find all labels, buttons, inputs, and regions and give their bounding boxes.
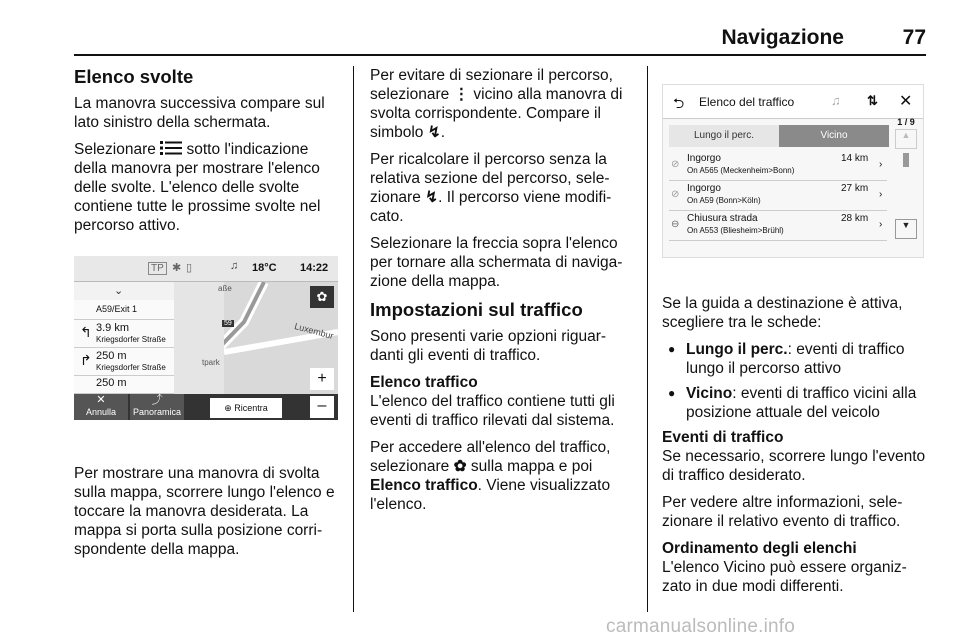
- paragraph: Se necessario, scorrere lungo l'evento di traffico desiderato.: [662, 448, 926, 484]
- paragraph: Per mostrare una manovra di svolta sulla mappa, scorrere lungo l'elenco e toccare la manovra desiderata. La mappa si porta sulla posizione corri-spondente della mappa.: [74, 465, 335, 558]
- chevron-right-icon: ›: [879, 189, 883, 200]
- heading-traffic-settings: Impostazioni sul traffico: [370, 299, 583, 320]
- list-item: ● Vicino: eventi di traffico vicini alla posizione attuale del veicolo: [662, 384, 928, 422]
- list-item[interactable]: A59/Exit 1: [74, 300, 174, 320]
- paragraph: Per accedere all'elenco del traffico, selezionare ✿ sulla mappa e poi Elenco traffico. Viene visualizzato l'elenco.: [370, 439, 611, 513]
- turn-list: [74, 282, 174, 394]
- list-item: ● Lungo il perc.: eventi di traffico lungo il percorso attivo: [662, 340, 928, 378]
- chevron-down-icon[interactable]: ⌄: [114, 285, 124, 297]
- scroll-down-button[interactable]: ▼: [895, 219, 917, 239]
- zoom-out-button[interactable]: –: [310, 396, 334, 418]
- bullet-list: [662, 340, 928, 422]
- scroll-thumb[interactable]: [903, 153, 909, 167]
- subheading-traffic-list: Elenco traffico: [370, 374, 478, 391]
- bottom-bar: [74, 394, 338, 420]
- route-icon: ⤴: [151, 394, 163, 406]
- map-area[interactable]: [174, 282, 224, 394]
- tp-icon: TP: [148, 262, 167, 275]
- traffic-jam-icon: ⊘: [671, 159, 680, 170]
- gear-icon: ✿: [453, 458, 467, 475]
- list-icon: [160, 140, 182, 156]
- bluetooth-icon: ✱: [172, 262, 182, 274]
- phone-icon: ▯: [186, 262, 193, 274]
- gear-icon[interactable]: ✿: [310, 286, 334, 308]
- title-bar: [663, 85, 923, 119]
- subheading-list-sorting: Ordinamento degli elenchi: [662, 540, 857, 557]
- paragraph: La manovra successiva compare sul lato sinistro della schermata.: [74, 95, 325, 131]
- map-area[interactable]: Luxembur tpark aße 59 ✿ +: [224, 282, 338, 394]
- avoid-icon: ↯: [425, 189, 439, 206]
- chevron-right-icon: ›: [879, 219, 883, 230]
- paragraph: L'elenco del traffico contiene tutti gli eventi di traffico rilevati dal sistema.: [370, 393, 615, 429]
- paragraph: Sono presenti varie opzioni riguar-danti gli eventi di traffico.: [370, 328, 607, 364]
- turn-left-icon: ↰: [80, 324, 92, 340]
- section-title: Navigazione: [721, 26, 844, 49]
- scroll-up-button[interactable]: ▲: [895, 129, 917, 149]
- page-number: 77: [902, 26, 926, 49]
- page-header: [74, 26, 926, 54]
- target-icon: ⊕: [224, 403, 232, 413]
- paragraph: Selezionare sotto l'indicazione della manovra per mostrare l'elenco delle svolte. L'elenco delle svolte contiene tutte le prossime svolte nel percorso attivo.: [74, 141, 321, 234]
- heading-turn-list: Elenco svolte: [74, 66, 194, 87]
- traffic-row[interactable]: ⊖ Chiusura strada On A553 (Bliesheim>Brühl) 28 km ›: [669, 211, 887, 241]
- chevron-right-icon: ›: [879, 159, 883, 170]
- more-vertical-icon: ⋮: [453, 86, 470, 103]
- cancel-button[interactable]: ✕ Annulla: [74, 394, 128, 420]
- traffic-jam-icon: ⊘: [671, 189, 680, 200]
- scrollbar[interactable]: [895, 117, 917, 251]
- close-icon: ✕: [96, 394, 106, 406]
- back-icon[interactable]: ⮌: [673, 95, 685, 111]
- paragraph: Per vedere altre informazioni, sele-zionare il relativo evento di traffico.: [662, 494, 903, 530]
- paragraph: Selezionare la freccia sopra l'elenco per tornare alla schermata di naviga-zione della mappa.: [370, 235, 623, 290]
- traffic-row[interactable]: ⊘ Ingorgo On A565 (Meckenheim>Bonn) 14 km ›: [669, 151, 887, 181]
- close-icon[interactable]: ✕: [899, 93, 913, 110]
- list-item[interactable]: 250 m: [74, 376, 174, 394]
- column-3: [662, 294, 928, 604]
- traffic-row[interactable]: ⊘ Ingorgo On A59 (Bonn>Köln) 27 km ›: [669, 181, 887, 211]
- tab-nearby[interactable]: Vicino: [779, 125, 889, 147]
- column-1: [74, 66, 340, 243]
- status-bar: [74, 256, 338, 282]
- header-divider: [74, 54, 926, 56]
- sort-icon[interactable]: ⇅: [867, 93, 878, 108]
- tab-bar: [669, 125, 889, 147]
- column-divider-2: [647, 66, 648, 612]
- traffic-list-screenshot: [662, 84, 924, 258]
- zoom-in-button[interactable]: +: [310, 368, 334, 390]
- overview-button[interactable]: ⤴ Panoramica: [130, 394, 184, 420]
- avoid-icon: ↯: [427, 124, 441, 141]
- paragraph: L'elenco Vicino può essere organiz-zato in due modi differenti.: [662, 559, 907, 595]
- music-icon: ♫: [230, 260, 239, 272]
- watermark: carmanualsonline.info: [606, 616, 796, 637]
- music-icon: ♫: [831, 93, 841, 108]
- column-2: [370, 66, 636, 522]
- paragraph: Per evitare di sezionare il percorso, selezionare ⋮ vicino alla manovra di svolta corrispondente. Compare il simbolo ↯.: [370, 67, 623, 141]
- page-indicator: 1 / 9: [897, 117, 915, 127]
- recenter-button[interactable]: ⊕ Ricentra: [210, 398, 282, 418]
- tab-along-route[interactable]: Lungo il perc.: [669, 125, 779, 147]
- road-closed-icon: ⊖: [671, 219, 680, 230]
- subheading-traffic-events: Eventi di traffico: [662, 429, 784, 446]
- list-item[interactable]: ↰ 3.9 km Kriegsdorfer Straße: [74, 320, 174, 348]
- turn-right-icon: ↱: [80, 352, 92, 368]
- list-item[interactable]: ↱ 250 m Kriegsdorfer Straße: [74, 348, 174, 376]
- temperature: 18°C: [252, 262, 277, 274]
- clock: 14:22: [300, 262, 329, 274]
- turn-list-screenshot: [74, 256, 338, 420]
- paragraph: Per ricalcolare il percorso senza la relativa sezione del percorso, sele-zionare ↯. Il percorso viene modifi-cato.: [370, 151, 612, 225]
- screen-title: Elenco del traffico: [699, 95, 795, 109]
- road-shield: 59: [224, 320, 232, 327]
- paragraph: Se la guida a destinazione è attiva, scegliere tra le schede:: [662, 295, 903, 331]
- column-divider-1: [353, 66, 354, 612]
- column-1-bottom: [74, 464, 344, 567]
